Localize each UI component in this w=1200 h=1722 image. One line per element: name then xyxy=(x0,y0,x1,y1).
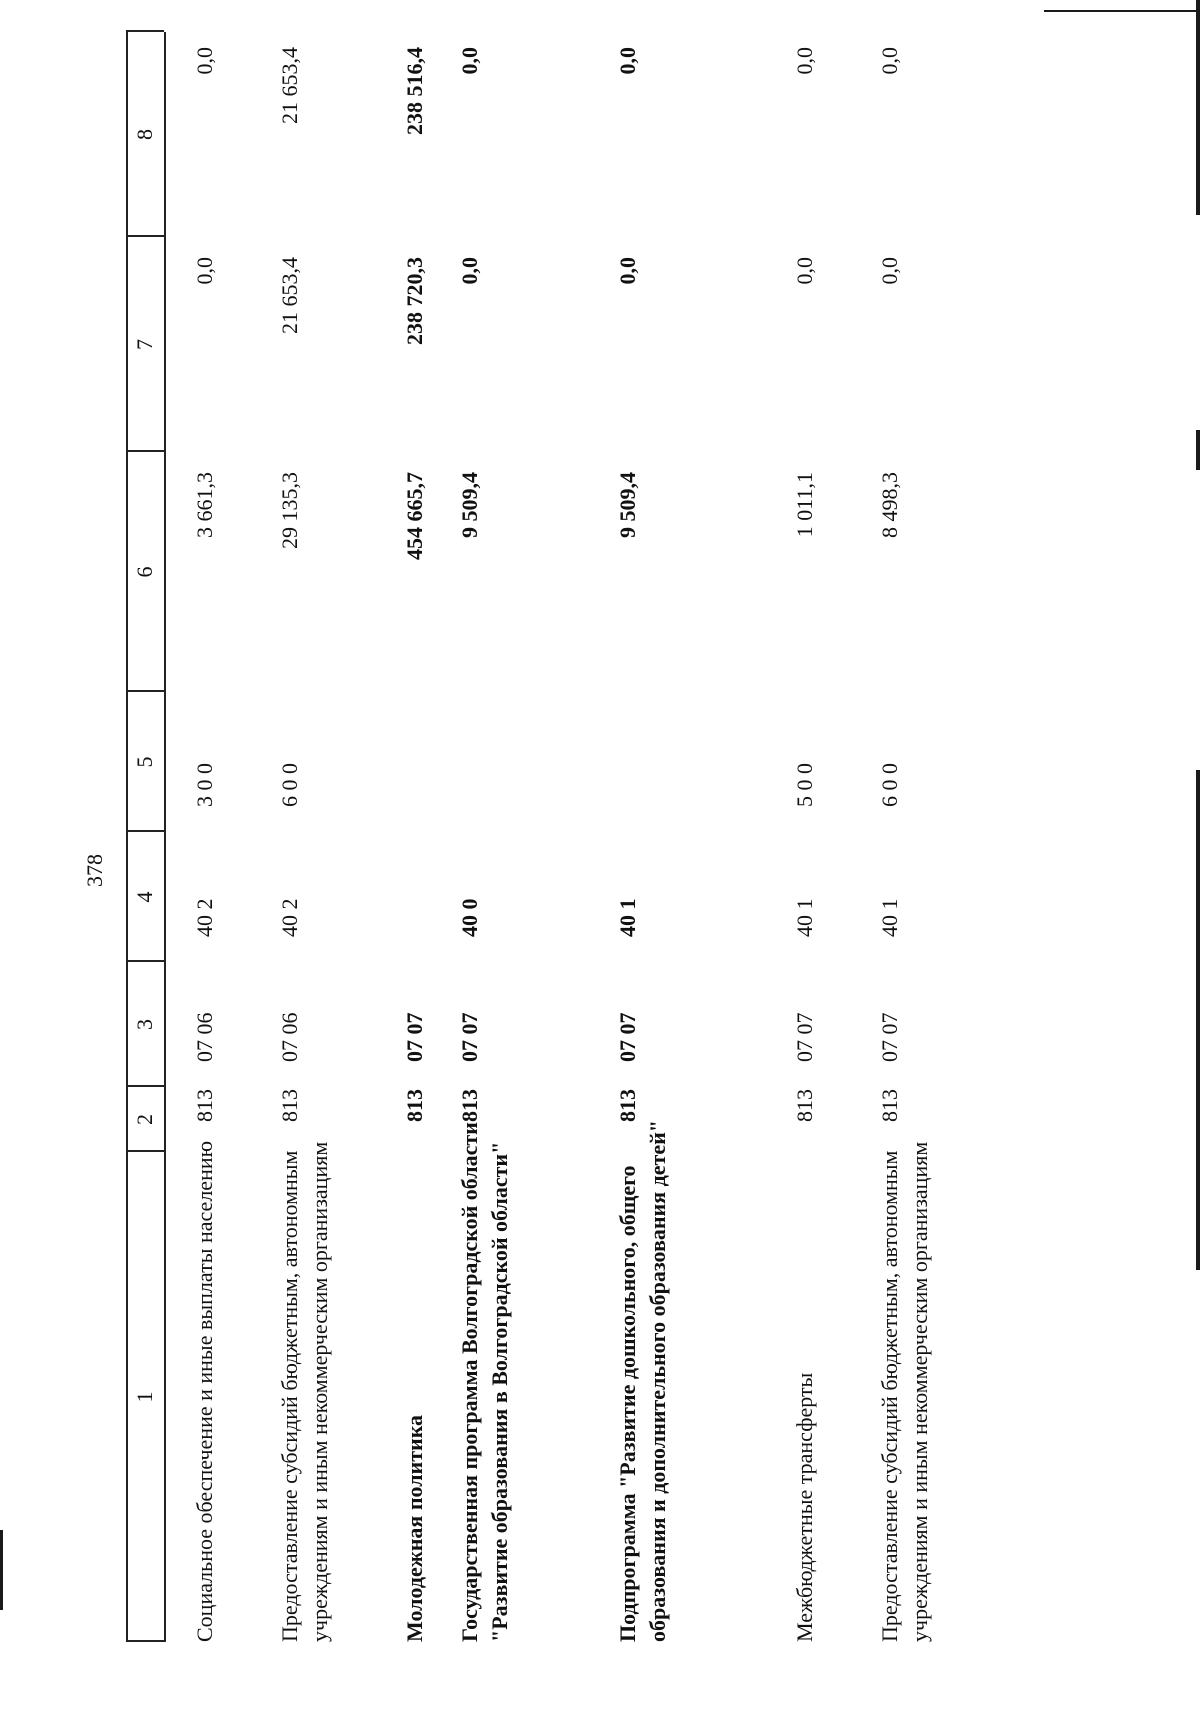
cell-c3: 07 07 xyxy=(457,1012,482,1062)
cell-c7: 21 653,4 xyxy=(277,257,302,334)
column-header: 1 xyxy=(132,1391,157,1403)
cell-c7: 0,0 xyxy=(615,257,640,285)
cell-c6: 9 509,4 xyxy=(457,472,482,538)
cell-c4: 40 2 xyxy=(277,898,302,937)
cell-c2: 813 xyxy=(615,1089,640,1122)
cell-c4: 40 0 xyxy=(457,898,482,937)
cell-c2: 813 xyxy=(792,1089,817,1122)
row-label: Социальное обеспечение и иные выплаты населению xyxy=(192,1140,217,1642)
cell-c4: 40 1 xyxy=(792,898,817,937)
cell-c7: 238 720,3 xyxy=(402,257,427,345)
cell-c7: 0,0 xyxy=(877,257,902,285)
cell-c2: 813 xyxy=(457,1089,482,1122)
cell-c3: 07 07 xyxy=(792,1012,817,1062)
cell-c6: 8 498,3 xyxy=(877,472,902,538)
cell-c5: 5 0 0 xyxy=(792,763,817,807)
cell-c3: 07 07 xyxy=(877,1012,902,1062)
column-header: 6 xyxy=(132,566,157,578)
cell-c5: 6 0 0 xyxy=(277,763,302,807)
cell-c8: 0,0 xyxy=(792,47,817,75)
cell-c6: 9 509,4 xyxy=(615,472,640,538)
row-label: Государственная программа Волгоградской области "Развитие образования в Волгоградской области" xyxy=(457,1122,512,1642)
row-label: Межбюджетные трансферты xyxy=(792,1372,817,1642)
row-label: Предоставление субсидий бюджетным, автономным учреждениям и иным некоммерческим организациям xyxy=(877,1141,932,1642)
cell-c8: 238 516,4 xyxy=(402,47,427,135)
column-header: 5 xyxy=(132,756,157,768)
cell-c2: 813 xyxy=(277,1089,302,1122)
row-label: Подпрограмма "Развитие дошкольного, общего образования и дополнительного образования детей" xyxy=(615,1120,670,1642)
column-header: 3 xyxy=(132,1019,157,1030)
cell-c6: 29 135,3 xyxy=(277,472,302,549)
page-number: 378 xyxy=(82,854,107,887)
cell-c7: 0,0 xyxy=(792,257,817,285)
cell-c6: 3 661,3 xyxy=(192,472,217,538)
cell-c4: 40 1 xyxy=(877,898,902,937)
column-header: 7 xyxy=(132,339,157,350)
cell-c3: 07 06 xyxy=(277,1012,302,1062)
cell-c4: 40 1 xyxy=(615,898,640,937)
cell-c8: 0,0 xyxy=(877,47,902,75)
cell-c5: 6 0 0 xyxy=(877,763,902,807)
cell-c2: 813 xyxy=(192,1089,217,1122)
column-header: 4 xyxy=(132,891,157,903)
cell-c8: 0,0 xyxy=(615,47,640,75)
cell-c3: 07 07 xyxy=(615,1012,640,1062)
cell-c7: 0,0 xyxy=(457,257,482,285)
cell-c4: 40 2 xyxy=(192,898,217,937)
header-bottom-border xyxy=(164,32,166,1642)
cell-c2: 813 xyxy=(877,1089,902,1122)
cell-c6: 1 011,1 xyxy=(792,472,817,538)
cell-c8: 0,0 xyxy=(457,47,482,75)
row-label: Молодежная политика xyxy=(402,1414,427,1642)
column-header: 2 xyxy=(132,1114,157,1125)
row-label: Предоставление субсидий бюджетным, автономным учреждениям и иным некоммерческим организациям xyxy=(277,1141,332,1642)
cell-c8: 21 653,4 xyxy=(277,47,302,124)
cell-c7: 0,0 xyxy=(192,257,217,285)
column-header: 8 xyxy=(132,129,157,140)
cell-c2: 813 xyxy=(402,1089,427,1122)
cell-c3: 07 07 xyxy=(402,1012,427,1062)
cell-c3: 07 06 xyxy=(192,1012,217,1062)
cell-c5: 3 0 0 xyxy=(192,763,217,807)
cell-c6: 454 665,7 xyxy=(402,472,427,560)
cell-c8: 0,0 xyxy=(192,47,217,75)
